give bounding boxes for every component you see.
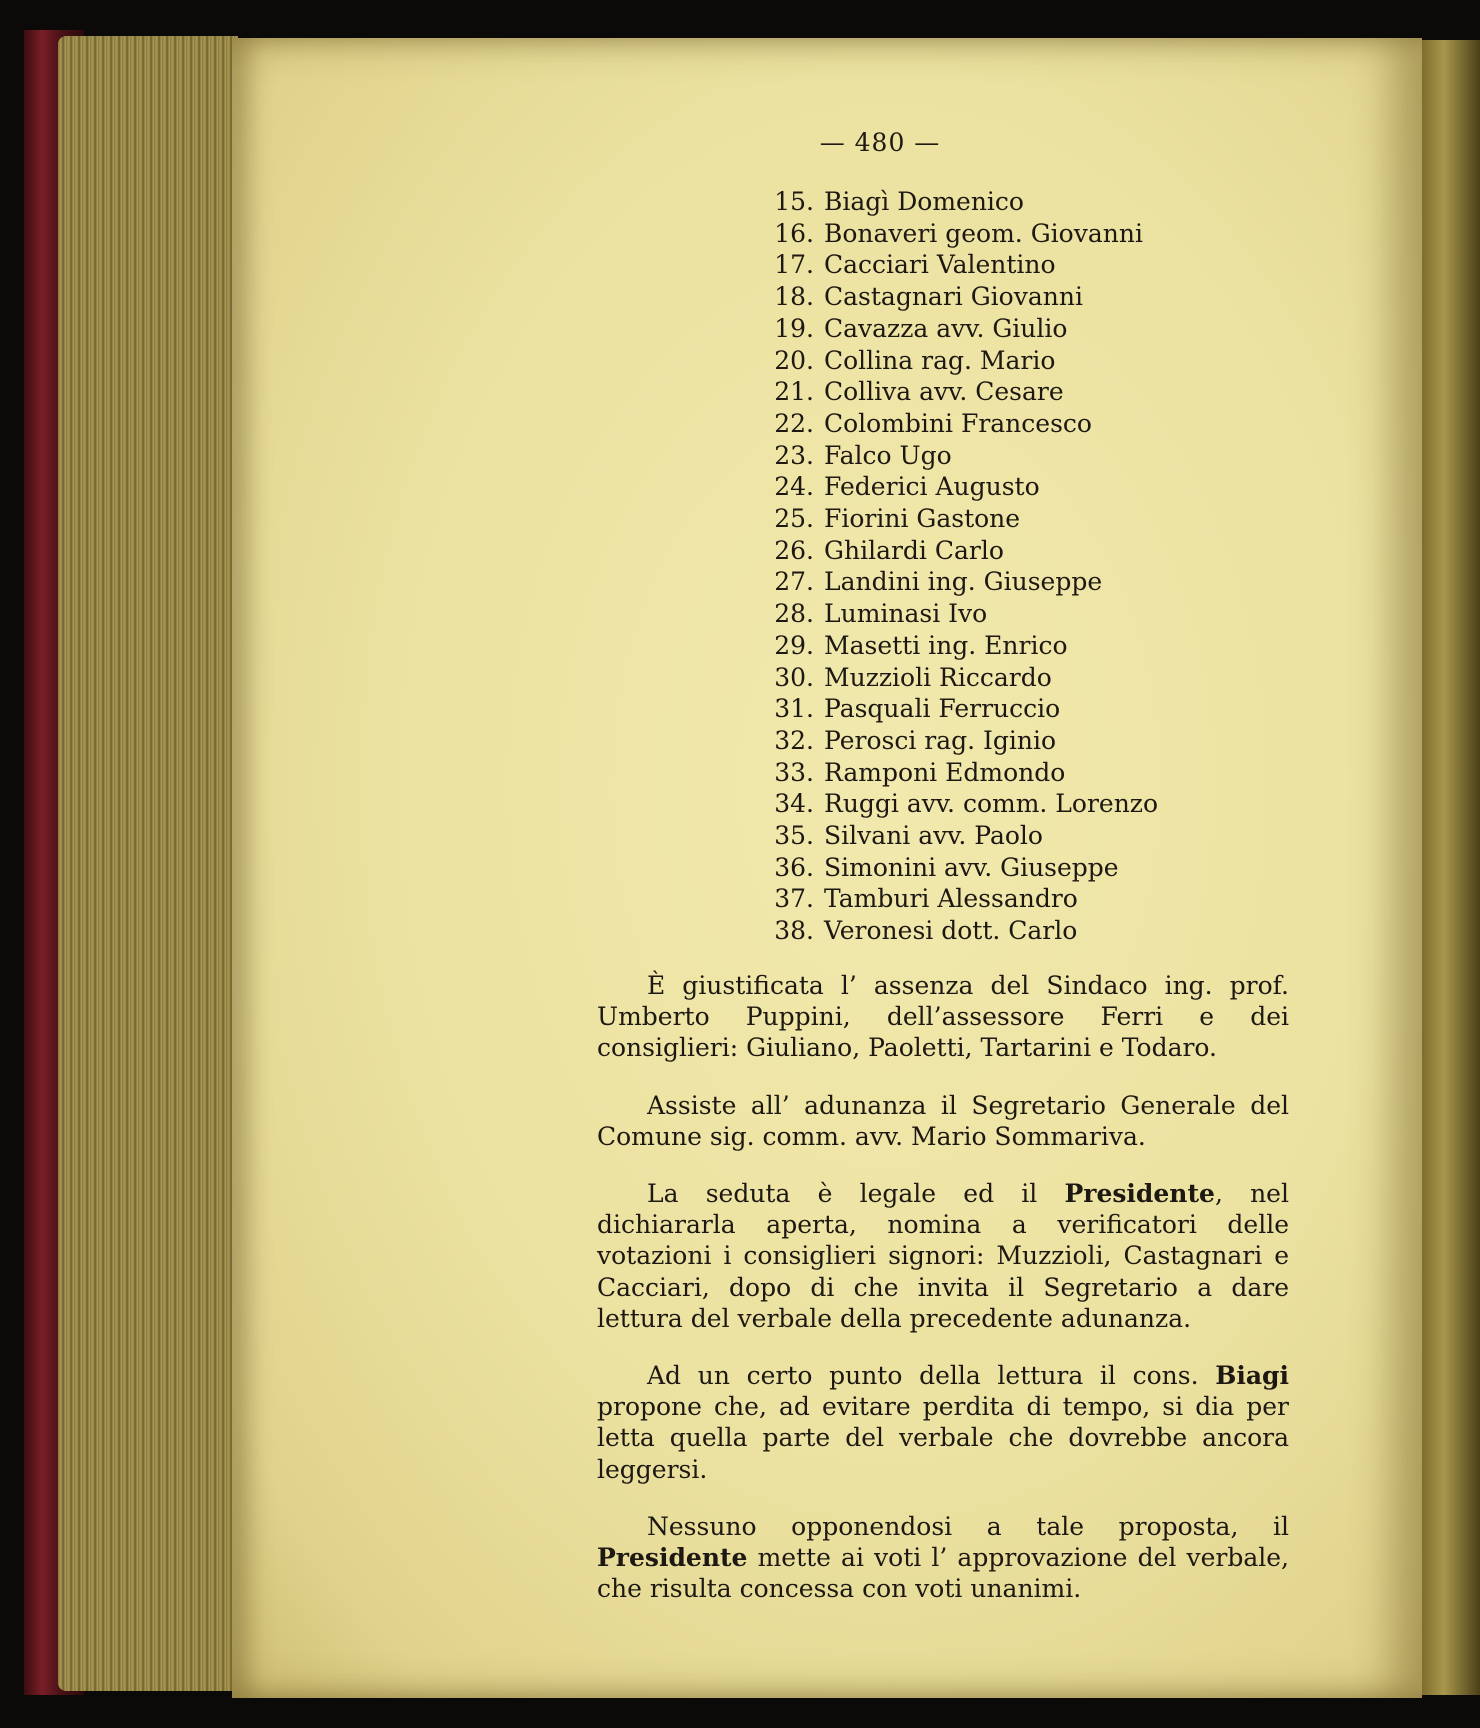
list-item (762, 693, 1158, 725)
minutes-text (597, 970, 1289, 1630)
list-item-name: Biagì Domenico (824, 187, 1024, 216)
list-item (762, 408, 1158, 440)
paragraph-approval (597, 1511, 1289, 1605)
list-item-name: Cavazza avv. Giulio (824, 313, 1068, 343)
list-item (762, 852, 1158, 884)
bold-text: Presidente (1064, 1179, 1215, 1209)
list-item-number: 16. (774, 218, 814, 248)
list-item-number: 36. (774, 852, 814, 882)
list-item (762, 249, 1158, 281)
list-item-name: Silvani avv. Paolo (824, 821, 1043, 851)
list-item-number: 31. (774, 694, 814, 724)
list-item-name: Federici Augusto (824, 472, 1040, 502)
list-item (762, 186, 1158, 218)
list-item-number: 26. (774, 535, 814, 565)
paragraph-secretary: Assiste all’ adunanza il Segretario Generale del Comune sig. comm. avv. Mario Sommariva. (597, 1090, 1289, 1151)
list-item-name: Luminasi Ivo (824, 599, 988, 629)
list-item-name: Colliva avv. Cesare (824, 377, 1064, 407)
list-item (762, 788, 1158, 820)
list-item-name: Simonini avv. Giuseppe (824, 852, 1119, 882)
list-item (762, 503, 1158, 535)
page-number: — 480 — (819, 128, 941, 157)
paragraph-reading-proposal (597, 1360, 1289, 1485)
councillor-roster (762, 186, 1158, 947)
list-item-name: Castagnari Giovanni (824, 282, 1083, 312)
list-item-name: Ghilardi Carlo (824, 535, 1004, 565)
list-item (762, 915, 1158, 947)
list-item-name: Muzzioli Riccardo (824, 662, 1052, 692)
list-item-name: Cacciari Valentino (824, 250, 1056, 280)
list-item-number: 15. (774, 187, 814, 216)
list-item-number: 20. (774, 345, 814, 375)
list-item-number: 32. (774, 725, 814, 755)
paragraph-absences: È giustificata l’ assenza del Sindaco ing. prof. Umberto Puppini, dell’assessore Ferri e dei consiglieri: Giuliano, Paoletti, Tartarini e Todaro. (597, 971, 1289, 1063)
list-item (762, 345, 1158, 377)
text-span: La seduta è legale ed il (647, 1179, 1065, 1209)
list-item-number: 19. (774, 313, 814, 343)
list-item-name: Tamburi Alessandro (824, 884, 1078, 914)
list-item-name: Bonaveri geom. Giovanni (824, 218, 1143, 248)
list-item-name: Masetti ing. Enrico (824, 630, 1068, 660)
list-item (762, 630, 1158, 662)
list-item-number: 28. (774, 599, 814, 629)
list-item-number: 34. (774, 789, 814, 819)
list-item-number: 21. (774, 377, 814, 407)
list-item (762, 725, 1158, 757)
list-item-number: 33. (774, 757, 814, 787)
list-item-number: 27. (774, 567, 814, 597)
list-item (762, 662, 1158, 694)
list-item (762, 218, 1158, 250)
list-item-name: Fiorini Gastone (824, 504, 1021, 534)
list-item-number: 30. (774, 662, 814, 692)
text-span: , nel dichiararla aperta, nomina a verificatori delle votazioni i consiglieri signori: Muzzioli, Castagnari e Cacciari, dopo di che invita il Segretario a dare lettura del verbale della precedente adunanza. (597, 1179, 1289, 1333)
list-item-name: Ruggi avv. comm. Lorenzo (824, 789, 1159, 819)
list-item (762, 440, 1158, 472)
list-item-name: Falco Ugo (824, 440, 952, 470)
list-item-number: 22. (774, 408, 814, 438)
text-span: Nessuno opponendosi a tale proposta, il (647, 1511, 1289, 1541)
list-item (762, 535, 1158, 567)
list-item-name: Ramponi Edmondo (824, 757, 1066, 787)
list-item-number: 38. (774, 916, 814, 946)
list-item-name: Perosci rag. Iginio (824, 725, 1057, 755)
list-item (762, 757, 1158, 789)
list-item-name: Veronesi dott. Carlo (824, 916, 1078, 946)
list-item (762, 313, 1158, 345)
list-item-number: 18. (774, 282, 814, 312)
list-item-number: 17. (774, 250, 814, 280)
list-item (762, 376, 1158, 408)
text-span: Ad un certo punto della lettura il cons. (647, 1361, 1216, 1391)
bold-text: Biagi (1215, 1361, 1289, 1391)
bold-text: Presidente (597, 1543, 748, 1573)
list-item (762, 471, 1158, 503)
list-item (762, 566, 1158, 598)
text-span: mette ai voti l’ approvazione del verbale, che risulta concessa con voti unanimi. (597, 1543, 1289, 1604)
list-item-number: 29. (774, 630, 814, 660)
list-item-number: 25. (774, 504, 814, 534)
list-item-name: Landini ing. Giuseppe (824, 567, 1103, 597)
list-item (762, 820, 1158, 852)
list-item-number: 23. (774, 440, 814, 470)
list-item (762, 281, 1158, 313)
list-item-number: 24. (774, 472, 814, 502)
text-span: propone che, ad evitare perdita di tempo, si dia per letta quella parte del verbale che dovrebbe ancora leggersi. (597, 1392, 1289, 1484)
list-item-number: 35. (774, 821, 814, 851)
list-item (762, 598, 1158, 630)
list-item-name: Colombini Francesco (824, 408, 1092, 438)
list-item-name: Pasquali Ferruccio (824, 694, 1061, 724)
list-item (762, 883, 1158, 915)
paragraph-session-opening (597, 1178, 1289, 1334)
list-item-name: Collina rag. Mario (824, 345, 1056, 375)
book-cover-right (1420, 40, 1480, 1695)
list-item-number: 37. (774, 884, 814, 914)
page-stack-edge (58, 36, 238, 1691)
